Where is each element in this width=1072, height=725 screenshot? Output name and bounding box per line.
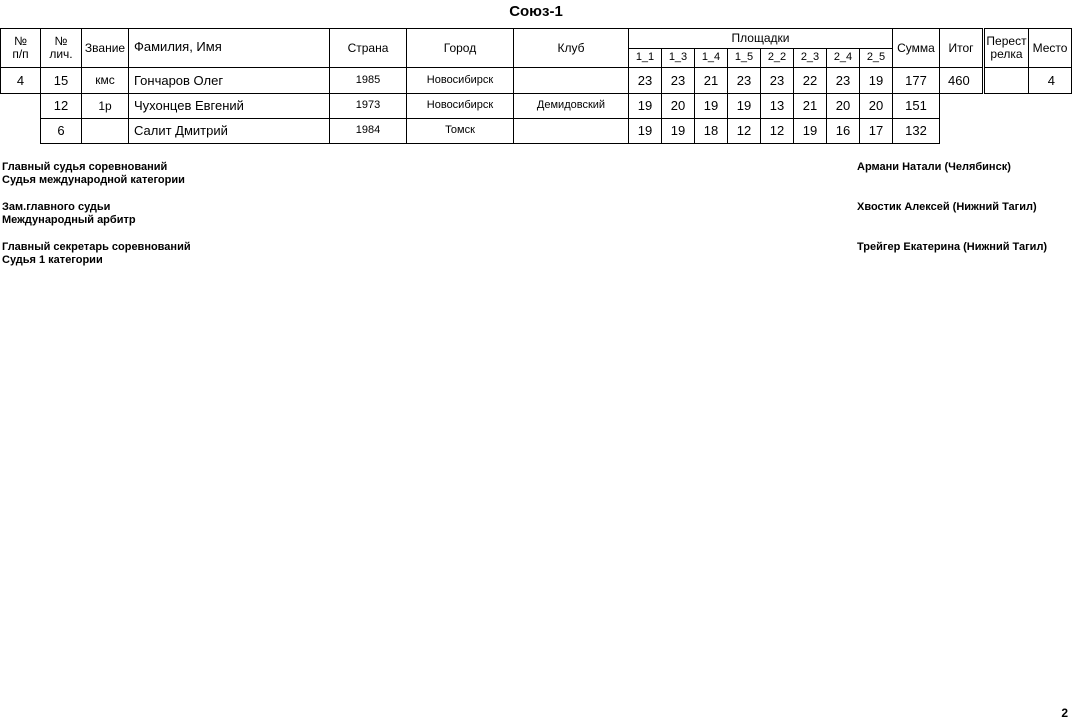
cell-club [513, 118, 629, 144]
header-club: Клуб [513, 28, 629, 68]
header-platform-1: 1_1 [628, 48, 662, 68]
team-itog: 460 [939, 67, 983, 94]
team-npp: 4 [0, 67, 41, 94]
cell-score: 20 [859, 93, 893, 119]
signature-role: Зам.главного судьи [2, 201, 111, 213]
header-npp: № п/п [0, 28, 41, 68]
header-nlich: № лич. [40, 28, 82, 68]
cell-name: Чухонцев Евгений [128, 93, 330, 119]
cell-nlich: 15 [40, 67, 82, 94]
cell-score: 23 [760, 67, 794, 94]
header-name: Фамилия, Имя [128, 28, 330, 68]
cell-zvanie: 1р [81, 93, 129, 119]
header-platform-7: 2_4 [826, 48, 860, 68]
header-platform-3: 1_4 [694, 48, 728, 68]
cell-score: 21 [793, 93, 827, 119]
cell-score: 19 [859, 67, 893, 94]
page-title: Союз-1 [509, 3, 563, 20]
header-perestrelka: Перест релка [984, 28, 1029, 68]
cell-score: 19 [694, 93, 728, 119]
header-summa: Сумма [892, 28, 940, 68]
team-perestrelka [984, 67, 1029, 94]
team-mesto: 4 [1028, 67, 1072, 94]
header-platform-6: 2_3 [793, 48, 827, 68]
cell-score: 16 [826, 118, 860, 144]
cell-city: Новосибирск [406, 93, 514, 119]
cell-score: 13 [760, 93, 794, 119]
cell-score: 20 [661, 93, 695, 119]
cell-zvanie: кмс [81, 67, 129, 94]
cell-score: 19 [628, 118, 662, 144]
cell-name: Гончаров Олег [128, 67, 330, 94]
signature-role: Главный секретарь соревнований [2, 241, 191, 253]
cell-score: 19 [628, 93, 662, 119]
cell-country: 1973 [329, 93, 407, 119]
cell-score: 23 [826, 67, 860, 94]
header-mesto: Место [1028, 28, 1072, 68]
cell-score: 12 [727, 118, 761, 144]
header-city: Город [406, 28, 514, 68]
cell-summa: 132 [892, 118, 940, 144]
cell-nlich: 6 [40, 118, 82, 144]
cell-score: 19 [727, 93, 761, 119]
header-platform-8: 2_5 [859, 48, 893, 68]
header-platform-5: 2_2 [760, 48, 794, 68]
cell-country: 1984 [329, 118, 407, 144]
header-platform-4: 1_5 [727, 48, 761, 68]
cell-score: 23 [727, 67, 761, 94]
cell-score: 20 [826, 93, 860, 119]
cell-club [513, 67, 629, 94]
cell-city: Новосибирск [406, 67, 514, 94]
cell-score: 21 [694, 67, 728, 94]
signature-category: Судья 1 категории [2, 254, 103, 266]
header-platform-2: 1_3 [661, 48, 695, 68]
cell-name: Салит Дмитрий [128, 118, 330, 144]
signature-person: Хвостик Алексей (Нижний Тагил) [857, 201, 1037, 213]
cell-club: Демидовский [513, 93, 629, 119]
cell-score: 17 [859, 118, 893, 144]
cell-score: 12 [760, 118, 794, 144]
cell-country: 1985 [329, 67, 407, 94]
cell-zvanie [81, 118, 129, 144]
signature-role: Главный судья соревнований [2, 161, 168, 173]
header-zvanie: Звание [81, 28, 129, 68]
signature-person: Армани Натали (Челябинск) [857, 161, 1011, 173]
cell-city: Томск [406, 118, 514, 144]
signature-person: Трейгер Екатерина (Нижний Тагил) [857, 241, 1048, 253]
cell-score: 23 [628, 67, 662, 94]
cell-nlich: 12 [40, 93, 82, 119]
cell-score: 19 [661, 118, 695, 144]
cell-score: 19 [793, 118, 827, 144]
cell-score: 18 [694, 118, 728, 144]
header-country: Страна [329, 28, 407, 68]
signature-category: Международный арбитр [2, 214, 136, 226]
header-itog: Итог [939, 28, 983, 68]
signature-category: Судья международной категории [2, 174, 185, 186]
header-platforms: Площадки [628, 28, 893, 49]
cell-score: 23 [661, 67, 695, 94]
cell-summa: 177 [892, 67, 940, 94]
page-number: 2 [1061, 706, 1068, 720]
cell-score: 22 [793, 67, 827, 94]
cell-summa: 151 [892, 93, 940, 119]
